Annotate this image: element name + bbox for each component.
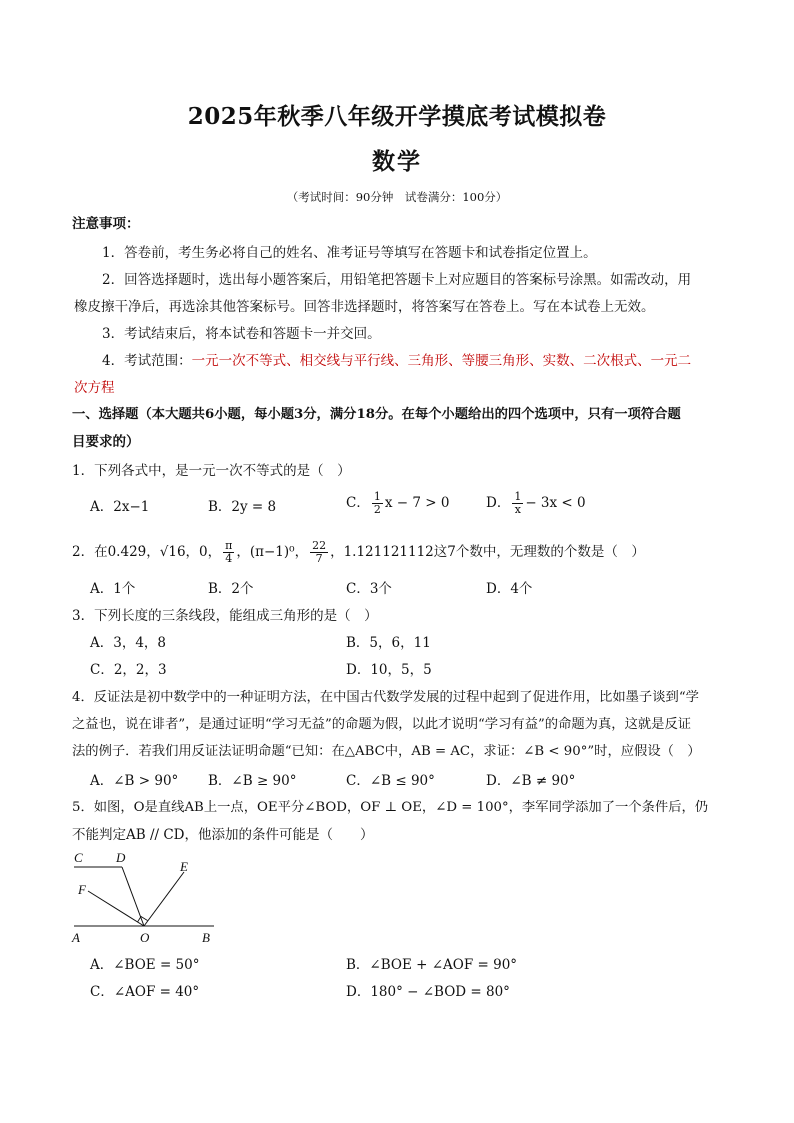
q4-option-c: C．∠B ≤ 90° [346,773,435,789]
fraction-numerator: π [225,539,233,552]
q5-option-c: C．∠AOF = 40° [90,984,200,1000]
q1-option-a: A．2x−1 [90,499,150,515]
fraction-denominator: 7 [315,552,323,565]
q3-stem: 3．下列长度的三条线段，能组成三角形的是（ ） [72,608,378,624]
section-1-heading: 一、选择题（本大题共6小题，每小题3分，满分18分。在每个小题给出的四个选项中，只有一项符合题 [72,407,681,422]
q3-option-c: C．2，2，3 [90,662,167,678]
q2-fraction [310,540,328,565]
fraction-numerator: 1 [514,490,522,503]
q1-option-d-rest: − 3x < 0 [525,495,586,511]
fraction-numerator: 22 [312,539,327,552]
q4-option-b: B．∠B ≥ 90° [208,773,297,789]
label-c: C [74,850,83,865]
q1-option-c [346,491,449,516]
ray-of [88,891,144,926]
exam-subject: 数学 [372,148,422,175]
q2-option-b: B．2个 [208,581,254,597]
q4-line-1: 4．反证法是初中数学中的一种证明方法，在中国古代数学发展的过程中起到了促进作用，比如墨子谈到“学 [72,690,699,705]
exam-title: 2025年秋季八年级开学摸底考试模拟卷 [187,103,607,130]
q2-option-d: D．4个 [486,581,533,597]
q5-option-b: B．∠BOE + ∠AOF = 90° [346,957,518,973]
q5-option-d: D．180° − ∠BOD = 80° [346,984,510,1000]
q2-repeating-decimal: 0.4̇2̇9̇ [107,544,147,560]
q1-stem: 1．下列各式中，是一元一次不等式的是（ ） [72,463,351,479]
label-a: A [72,930,80,945]
notice-heading: 注意事项： [72,216,140,232]
notice-exam-scope-line-2: 次方程 [74,380,115,396]
fraction-denominator: 2 [373,503,381,516]
fraction-numerator: 1 [373,490,381,503]
label-e: E [180,859,188,874]
q1-option-c-fraction [372,491,383,516]
notice-item-1: 1．答卷前，考生务必将自己的姓名、准考证号等填写在答题卡和试卷指定位置上。 [102,245,597,261]
notice-item-4-prefix: 4．考试范围： [102,353,192,369]
ray-oe [144,872,184,926]
fraction-denominator: x [514,503,521,516]
q2-numbers-2: ，(π−1)⁰， [236,544,309,560]
notice-item-4 [102,351,691,371]
notice-item-2-line-2: 橡皮擦干净后，再选涂其他答案标号。回答非选择题时，将答案写在答卷上。写在本试卷上无效。 [74,299,655,315]
q3-option-d: D．10，5，5 [346,662,432,678]
label-f: F [78,882,86,897]
q1-option-d-label: D． [486,495,511,511]
q3-option-a: A．3，4，8 [90,635,167,651]
q3-option-b: B．5，6，11 [346,635,431,651]
q5-line-1: 5．如图，O是直线AB上一点，OE平分∠BOD，OF ⊥ OE，∠D = 100°，李军同学添加了一个条件后，仍 [72,800,709,815]
fraction-denominator: 4 [225,552,233,565]
q2-option-a: A．1个 [90,581,136,597]
notice-exam-scope: 一元一次不等式、相交线与平行线、三角形、等腰三角形、实数、二次根式、一元二 [191,353,692,369]
exam-info: （考试时间：90分钟 试卷满分：100分） [286,190,508,204]
q5-line-2: 不能判定AB // CD，他添加的条件可能是（ ） [72,827,374,843]
q2-stem [72,540,645,565]
q2-numbers-1: ，√16，0， [146,544,222,560]
q1-option-b: B．2y = 8 [208,499,277,515]
q2-option-c: C．3个 [346,581,392,597]
q1-option-c-label: C． [346,495,370,511]
q4-option-d: D．∠B ≠ 90° [486,773,576,789]
q4-line-3: 法的例子．若我们用反证法证明命题“已知：在△ABC中，AB = AC，求证：∠B < 90°”时，应假设（ ） [72,744,701,759]
q4-option-a: A．∠B > 90° [90,773,179,789]
q5-option-a: A．∠BOE = 50° [90,957,200,973]
label-b: B [202,930,210,945]
label-o: O [140,930,150,945]
q4-line-2: 之益也，说在诽者”，是通过证明“学习无益”的命题为假，以此才说明“学习有益”的命题为真，这就是反证 [72,717,692,732]
notice-item-2-line-1: 2．回答选择题时，选出每小题答案后，用铅笔把答题卡上对应题目的答案标号涂黑。如需改动，用 [102,272,692,288]
q2-prefix: 2．在 [72,544,108,560]
q2-suffix: ，1.121121112这7个数中，无理数的个数是（ ） [330,544,645,560]
q1-option-d [486,491,586,516]
label-d: D [116,850,126,865]
notice-item-3: 3．考试结束后，将本试卷和答题卡一并交回。 [102,326,381,342]
section-1-heading-line-2: 目要求的） [72,434,140,450]
q2-pi-fraction [223,540,234,565]
q1-option-d-fraction [512,491,523,516]
q5-geometry-figure [66,848,226,948]
q1-option-c-rest: x − 7 > 0 [384,495,450,511]
